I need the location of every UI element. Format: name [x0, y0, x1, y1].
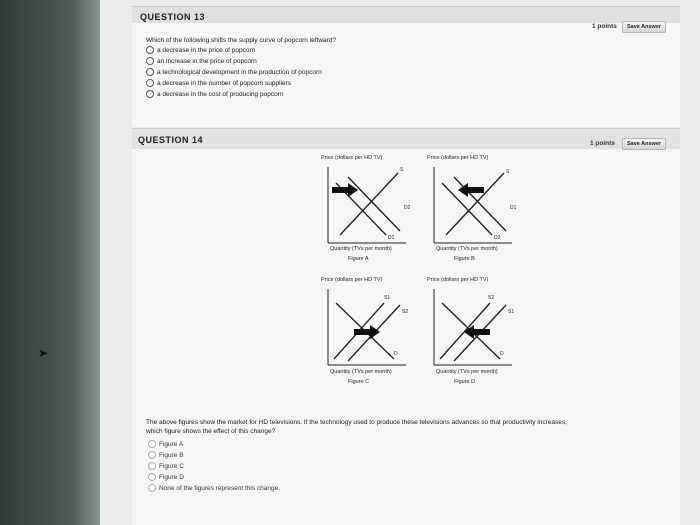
figure-b: [424, 155, 524, 270]
figure-x-axis-label: Quantity (TVs per month): [436, 369, 498, 375]
figure-curve-label: D1: [510, 205, 517, 211]
radio-icon[interactable]: [146, 68, 154, 76]
q14-option-4[interactable]: [148, 473, 184, 481]
radio-icon[interactable]: [146, 57, 154, 65]
question-13-points: 1 points: [592, 23, 617, 30]
question-13-prompt: Which of the following shifts the supply curve of popcorn leftward?: [146, 37, 337, 44]
mouse-cursor-icon: ➤: [38, 346, 49, 360]
q14-option-label: None of the figures represent this change.: [159, 484, 281, 492]
figure-curve-label: D2: [494, 235, 501, 241]
figure-c: [318, 277, 418, 392]
question-14-prompt-line2: which figure shows the effect of this change?: [146, 428, 276, 435]
figure-curve-label: D: [394, 351, 398, 357]
question-14-points: 1 points: [590, 140, 615, 147]
radio-icon[interactable]: [148, 484, 156, 492]
radio-icon[interactable]: [148, 451, 156, 459]
figure-curve-label: S: [506, 169, 510, 175]
q14-option-3[interactable]: [148, 462, 184, 470]
question-13-header: [132, 7, 680, 23]
question-14-title: QUESTION 14: [138, 135, 204, 145]
figure-curve-label: D1: [388, 235, 395, 241]
q14-option-2[interactable]: [148, 451, 184, 459]
q14-option-5[interactable]: [148, 484, 280, 492]
figure-curve-label: D2: [404, 205, 411, 211]
radio-icon[interactable]: [146, 90, 154, 98]
figure-caption: Figure B: [454, 256, 475, 262]
radio-icon[interactable]: [146, 79, 154, 87]
q14-option-label: Figure D: [159, 473, 184, 481]
q13-option-3[interactable]: [146, 68, 322, 76]
quiz-screen: [100, 0, 700, 525]
question-13-save-button[interactable]: Save Answer: [622, 21, 666, 33]
figure-y-axis-label: Price (dollars per HD TV): [321, 155, 383, 161]
q13-option-label: a technological development in the production of popcorn: [157, 68, 322, 76]
question-14-prompt-line1: The above figures show the market for HD televisions. If the technology used to produce these televisions advances so that productivity increases,: [146, 419, 567, 426]
figure-x-axis-label: Quantity (TVs per month): [436, 246, 498, 252]
figure-d-diagram: [424, 277, 524, 377]
figure-curve-label: D: [500, 351, 504, 357]
figure-curve-label: S1: [384, 295, 391, 301]
figure-caption: Figure D: [454, 379, 476, 385]
monitor-bezel: [0, 0, 100, 525]
figure-a: [318, 155, 418, 270]
figure-x-axis-label: Quantity (TVs per month): [330, 369, 392, 375]
figure-y-axis-label: Price (dollars per HD TV): [321, 277, 383, 283]
figure-y-axis-label: Price (dollars per HD TV): [427, 277, 489, 283]
figure-d: [424, 277, 524, 392]
q13-option-label: a decrease in the cost of producing popcorn: [157, 90, 284, 98]
radio-icon[interactable]: [148, 473, 156, 481]
q13-option-label: an increase in the price of popcorn: [157, 57, 257, 65]
figure-curve-label: S2: [402, 309, 409, 315]
q13-option-4[interactable]: [146, 79, 291, 87]
question-14-panel: [132, 128, 680, 525]
question-13-title: QUESTION 13: [140, 12, 206, 22]
q13-option-1[interactable]: [146, 46, 255, 54]
q13-option-label: a decrease in the number of popcorn suppliers: [157, 79, 292, 87]
q14-option-label: Figure A: [159, 440, 184, 448]
q14-option-1[interactable]: [148, 440, 183, 448]
q13-option-5[interactable]: [146, 90, 283, 98]
figure-y-axis-label: Price (dollars per HD TV): [427, 155, 489, 161]
figure-caption: Figure A: [348, 256, 369, 262]
q14-option-label: Figure C: [159, 462, 184, 470]
q14-option-label: Figure B: [159, 451, 184, 459]
radio-icon[interactable]: [146, 46, 154, 54]
figure-caption: Figure C: [348, 379, 370, 385]
radio-icon[interactable]: [148, 440, 156, 448]
figure-curve-label: S: [400, 167, 404, 173]
figure-curve-label: S2: [488, 295, 495, 301]
figure-c-diagram: [318, 277, 418, 377]
question-14-save-button[interactable]: Save Answer: [622, 138, 666, 150]
figure-x-axis-label: Quantity (TVs per month): [330, 246, 392, 252]
q13-option-label: a decrease in the price of popcorn: [157, 46, 256, 54]
radio-icon[interactable]: [148, 462, 156, 470]
q13-option-2[interactable]: [146, 57, 257, 65]
question-13-panel: [132, 6, 680, 127]
figure-curve-label: S1: [508, 309, 515, 315]
